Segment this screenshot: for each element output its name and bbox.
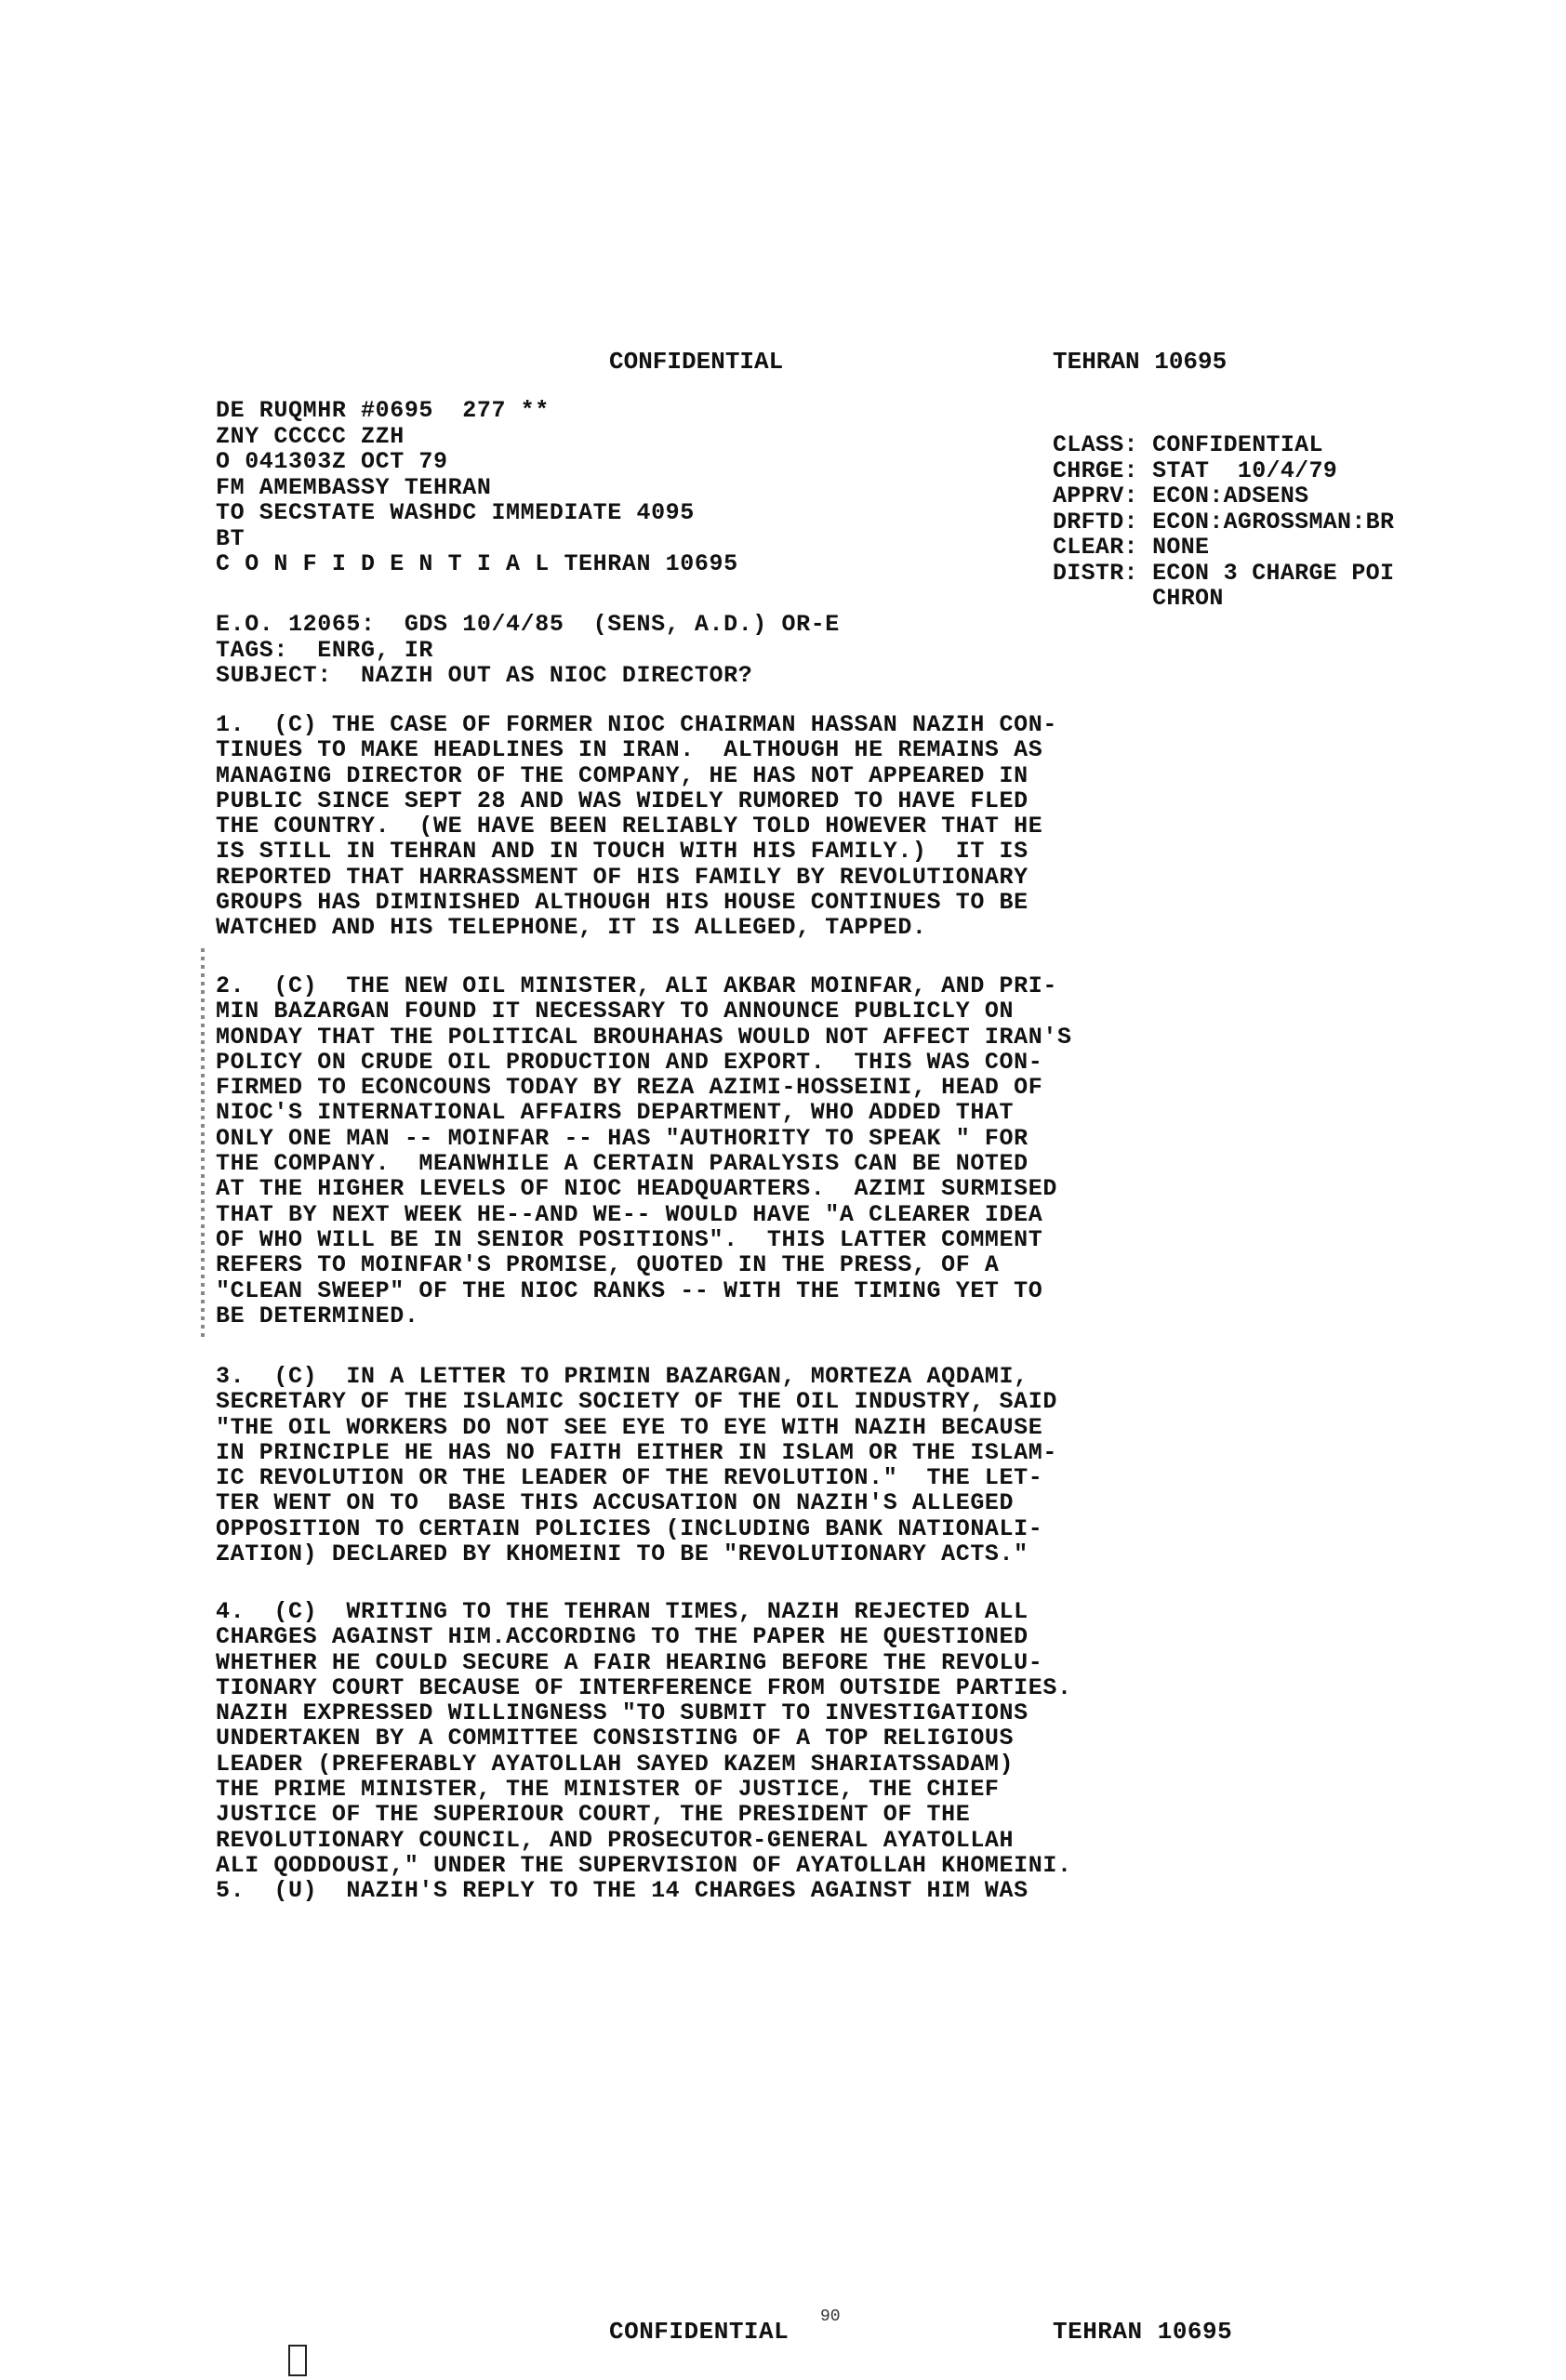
meta-block bbox=[216, 612, 1220, 689]
tags-line: TAGS: ENRG, IR bbox=[216, 636, 434, 664]
routing-line: DE RUQMHR #0695 277 ** bbox=[216, 397, 550, 424]
text-line: THE COMPANY. MEANWHILE A CERTAIN PARALYSIS CAN BE NOTED bbox=[216, 1150, 1029, 1178]
text-line: IS STILL IN TEHRAN AND IN TOUCH WITH HIS FAMILY.) IT IS bbox=[216, 838, 1029, 866]
distribution-row-cont: CHRON bbox=[1053, 585, 1224, 612]
text-line: 4. (C) WRITING TO THE TEHRAN TIMES, NAZIH REJECTED ALL bbox=[216, 1598, 1029, 1625]
text-line: REVOLUTIONARY COUNCIL, AND PROSECUTOR-GENERAL AYATOLLAH bbox=[216, 1826, 1015, 1854]
text-line: NIOC'S INTERNATIONAL AFFAIRS DEPARTMENT, WHO ADDED THAT bbox=[216, 1099, 1015, 1127]
routing-line: TO SECSTATE WASHDC IMMEDIATE 4095 bbox=[216, 499, 695, 526]
text-line: BE DETERMINED. bbox=[216, 1302, 419, 1329]
text-line: OF WHO WILL BE IN SENIOR POSITIONS". THIS LATTER COMMENT bbox=[216, 1225, 1043, 1253]
paragraph-1 bbox=[216, 712, 1220, 941]
drafted-row: DRFTD: ECON:AGROSSMAN:BR bbox=[1053, 508, 1395, 536]
text-line: 3. (C) IN A LETTER TO PRIMIN BAZARGAN, MORTEZA AQDAMI, bbox=[216, 1363, 1029, 1390]
text-line: 5. (U) NAZIH'S REPLY TO THE 14 CHARGES AGAINST HIM WAS bbox=[216, 1877, 1029, 1905]
text-line: NAZIH EXPRESSED WILLINGNESS "TO SUBMIT TO INVESTIGATIONS bbox=[216, 1699, 1029, 1727]
text-line: ONLY ONE MAN -- MOINFAR -- HAS "AUTHORITY TO SPEAK " FOR bbox=[216, 1124, 1029, 1152]
footer-reference: TEHRAN 10695 bbox=[1053, 2318, 1233, 2346]
text-line: WHETHER HE COULD SECURE A FAIR HEARING BEFORE THE REVOLU- bbox=[216, 1648, 1043, 1676]
text-line: ALI QODDOUSI," UNDER THE SUPERVISION OF AYATOLLAH KHOMEINI. bbox=[216, 1851, 1072, 1879]
text-line: THE COUNTRY. (WE HAVE BEEN RELIABLY TOLD HOWEVER THAT HE bbox=[216, 813, 1043, 840]
approved-row: APPRV: ECON:ADSENS bbox=[1053, 483, 1309, 509]
routing-line: O 041303Z OCT 79 bbox=[216, 448, 448, 475]
text-line: UNDERTAKEN BY A COMMITTEE CONSISTING OF A TOP RELIGIOUS bbox=[216, 1725, 1015, 1752]
footer-classification-text: CONFIDENTIAL bbox=[609, 2318, 790, 2346]
header-reference: TEHRAN 10695 bbox=[1053, 348, 1228, 376]
text-line: JUSTICE OF THE SUPERIOUR COURT, THE PRESIDENT OF THE bbox=[216, 1801, 971, 1829]
text-line: POLICY ON CRUDE OIL PRODUCTION AND EXPORT. THIS WAS CON- bbox=[216, 1048, 1043, 1076]
text-line: MANAGING DIRECTOR OF THE COMPANY, HE HAS NOT APPEARED IN bbox=[216, 761, 1029, 789]
cleared-row: CLEAR: NONE bbox=[1053, 534, 1210, 561]
text-line: LEADER (PREFERABLY AYATOLLAH SAYED KAZEM SHARIATSSADAM) bbox=[216, 1750, 1015, 1778]
handwritten-box-mark bbox=[288, 2345, 307, 2376]
routing-line: BT bbox=[216, 524, 246, 552]
text-line: IC REVOLUTION OR THE LEADER OF THE REVOLUTION." THE LET- bbox=[216, 1464, 1043, 1492]
text-line: "CLEAN SWEEP" OF THE NIOC RANKS -- WITH THE TIMING YET TO bbox=[216, 1276, 1043, 1304]
class-row: CLASS: CONFIDENTIAL bbox=[1053, 431, 1323, 458]
text-line: TINUES TO MAKE HEADLINES IN IRAN. ALTHOUGH HE REMAINS AS bbox=[216, 736, 1043, 764]
text-line: FIRMED TO ECONCOUNS TODAY BY REZA AZIMI-HOSSEINI, HEAD OF bbox=[216, 1074, 1043, 1102]
text-line: 1. (C) THE CASE OF FORMER NIOC CHAIRMAN HASSAN NAZIH CON- bbox=[216, 711, 1057, 738]
distribution-row: DISTR: ECON 3 CHARGE POI bbox=[1053, 559, 1395, 587]
page-number: 90 bbox=[820, 2307, 841, 2326]
header-classification: CONFIDENTIAL bbox=[609, 348, 784, 376]
text-line: REPORTED THAT HARRASSMENT OF HIS FAMILY BY REVOLUTIONARY bbox=[216, 863, 1029, 891]
paragraph-4 bbox=[216, 1599, 1220, 1904]
text-line: 2. (C) THE NEW OIL MINISTER, ALI AKBAR MOINFAR, AND PRI- bbox=[216, 972, 1057, 999]
text-line: SECRETARY OF THE ISLAMIC SOCIETY OF THE OIL INDUSTRY, SAID bbox=[216, 1388, 1057, 1416]
paragraph-3 bbox=[216, 1364, 1220, 1567]
text-line: MONDAY THAT THE POLITICAL BROUHAHAS WOULD NOT AFFECT IRAN'S bbox=[216, 1023, 1072, 1051]
subject-line: SUBJECT: NAZIH OUT AS NIOC DIRECTOR? bbox=[216, 662, 753, 689]
text-line: GROUPS HAS DIMINISHED ALTHOUGH HIS HOUSE CONTINUES TO BE bbox=[216, 889, 1029, 917]
charge-row: CHRGE: STAT 10/4/79 bbox=[1053, 456, 1338, 484]
text-line: AT THE HIGHER LEVELS OF NIOC HEADQUARTERS. AZIMI SURMISED bbox=[216, 1175, 1057, 1203]
text-line: THE PRIME MINISTER, THE MINISTER OF JUSTICE, THE CHIEF bbox=[216, 1776, 1000, 1804]
routing-line: ZNY CCCCC ZZH bbox=[216, 422, 405, 450]
text-line: WATCHED AND HIS TELEPHONE, IT IS ALLEGED, TAPPED. bbox=[216, 914, 927, 942]
text-line: REFERS TO MOINFAR'S PROMISE, QUOTED IN THE PRESS, OF A bbox=[216, 1251, 1000, 1279]
text-line: PUBLIC SINCE SEPT 28 AND WAS WIDELY RUMORED TO HAVE FLED bbox=[216, 787, 1029, 814]
text-line: THAT BY NEXT WEEK HE--AND WE-- WOULD HAVE "A CLEARER IDEA bbox=[216, 1200, 1043, 1228]
text-line: CHARGES AGAINST HIM.ACCORDING TO THE PAPER HE QUESTIONED bbox=[216, 1623, 1029, 1651]
routing-line: C O N F I D E N T I A L TEHRAN 10695 bbox=[216, 550, 738, 577]
text-line: OPPOSITION TO CERTAIN POLICIES (INCLUDING BANK NATIONALI- bbox=[216, 1514, 1043, 1542]
routing-line: FM AMEMBASSY TEHRAN bbox=[216, 473, 492, 501]
text-line: TER WENT ON TO BASE THIS ACCUSATION ON NAZIH'S ALLEGED bbox=[216, 1489, 1015, 1517]
eo-line: E.O. 12065: GDS 10/4/85 (SENS, A.D.) OR-E bbox=[216, 611, 840, 638]
text-line: MIN BAZARGAN FOUND IT NECESSARY TO ANNOUNCE PUBLICLY ON bbox=[216, 998, 1015, 1025]
classification-block bbox=[1053, 432, 1394, 612]
text-line: "THE OIL WORKERS DO NOT SEE EYE TO EYE WITH NAZIH BECAUSE bbox=[216, 1413, 1043, 1441]
text-line: ZATION) DECLARED BY KHOMEINI TO BE "REVOLUTIONARY ACTS." bbox=[216, 1540, 1029, 1568]
margin-mark bbox=[201, 948, 205, 1339]
paragraph-2 bbox=[216, 973, 1220, 1329]
text-line: TIONARY COURT BECAUSE OF INTERFERENCE FROM OUTSIDE PARTIES. bbox=[216, 1673, 1072, 1701]
text-line: IN PRINCIPLE HE HAS NO FAITH EITHER IN ISLAM OR THE ISLAM- bbox=[216, 1438, 1057, 1466]
